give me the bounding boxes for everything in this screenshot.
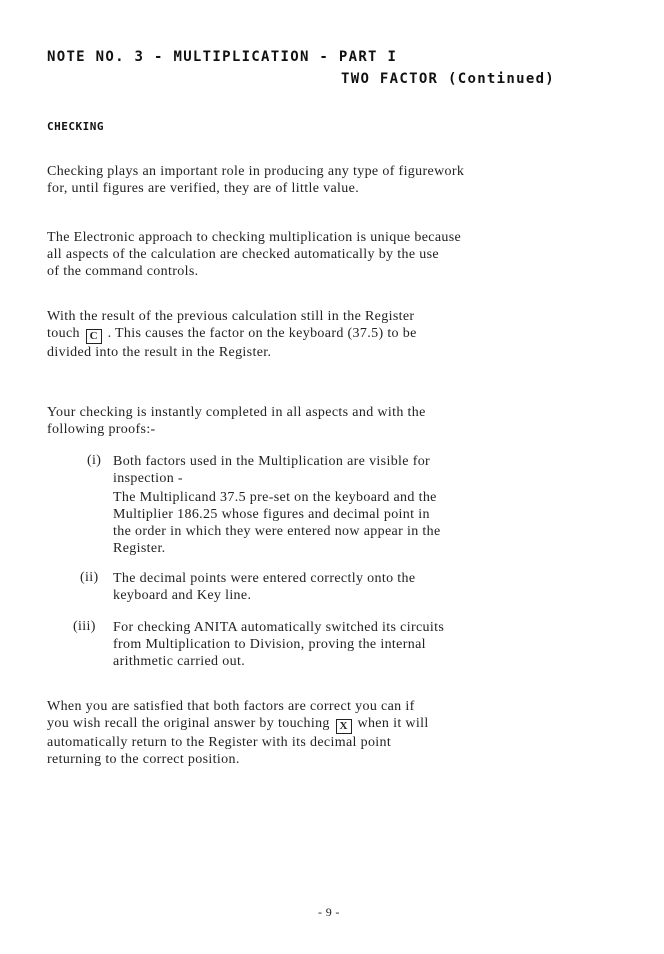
text-fragment: when it will [357, 716, 429, 731]
text-line: of the command controls. [47, 264, 199, 279]
proof-text [113, 619, 444, 670]
text-fragment: you wish recall the original answer by touching [47, 716, 330, 731]
paragraph-importance [47, 163, 527, 197]
text-line: all aspects of the calculation are checked automatically by the use [47, 247, 439, 262]
text-line: The decimal points were entered correctly onto the [113, 571, 416, 586]
proof-number: (i) [87, 453, 102, 468]
text-line: The Electronic approach to checking multiplication is unique because [47, 230, 462, 245]
proof-number: (iii) [73, 619, 96, 634]
text-line: Register. [113, 541, 166, 556]
text-line: Both factors used in the Multiplication are visible for [113, 454, 431, 469]
text-line: inspection - [113, 471, 183, 486]
note-subtitle: TWO FACTOR (Continued) [341, 71, 556, 87]
proof-text [113, 453, 441, 557]
text-line: The Multiplicand 37.5 pre-set on the keyboard and the [113, 490, 437, 505]
check-key-icon: C [86, 329, 102, 344]
page-number: - 9 - [318, 905, 340, 919]
text-line: arithmetic carried out. [113, 654, 246, 669]
section-heading: CHECKING [47, 120, 104, 133]
text-fragment: . This causes the factor on the keyboard (37.5) to be [107, 326, 417, 341]
text-line [47, 715, 527, 734]
paragraph-touch-key [47, 308, 527, 361]
text-line: for, until figures are verified, they are of little value. [47, 181, 360, 196]
text-line: the order in which they were entered now appear in the [113, 524, 441, 539]
proof-number: (ii) [80, 570, 99, 585]
paragraph-proofs-intro [47, 404, 527, 438]
note-title: NOTE NO. 3 - MULTIPLICATION - PART I [47, 49, 398, 65]
paragraph-recall [47, 698, 527, 768]
text-line: automatically return to the Register with its decimal point [47, 735, 392, 750]
text-line: Checking plays an important role in producing any type of figurework [47, 164, 465, 179]
text-line: When you are satisfied that both factors are correct you can if [47, 699, 415, 714]
text-line: Your checking is instantly completed in all aspects and with the [47, 405, 426, 420]
text-line: from Multiplication to Division, proving the internal [113, 637, 426, 652]
paragraph-electronic-approach [47, 229, 527, 280]
text-line [47, 325, 527, 344]
proof-text [113, 570, 415, 604]
recall-key-icon: X [336, 719, 352, 734]
text-line: keyboard and Key line. [113, 588, 252, 603]
text-line: With the result of the previous calculation still in the Register [47, 309, 415, 324]
text-fragment: touch [47, 326, 80, 341]
text-line: Multiplier 186.25 whose figures and decimal point in [113, 507, 430, 522]
text-line: following proofs:- [47, 422, 156, 437]
text-line: divided into the result in the Register. [47, 345, 272, 360]
text-line: For checking ANITA automatically switched its circuits [113, 620, 445, 635]
text-line: returning to the correct position. [47, 752, 240, 767]
